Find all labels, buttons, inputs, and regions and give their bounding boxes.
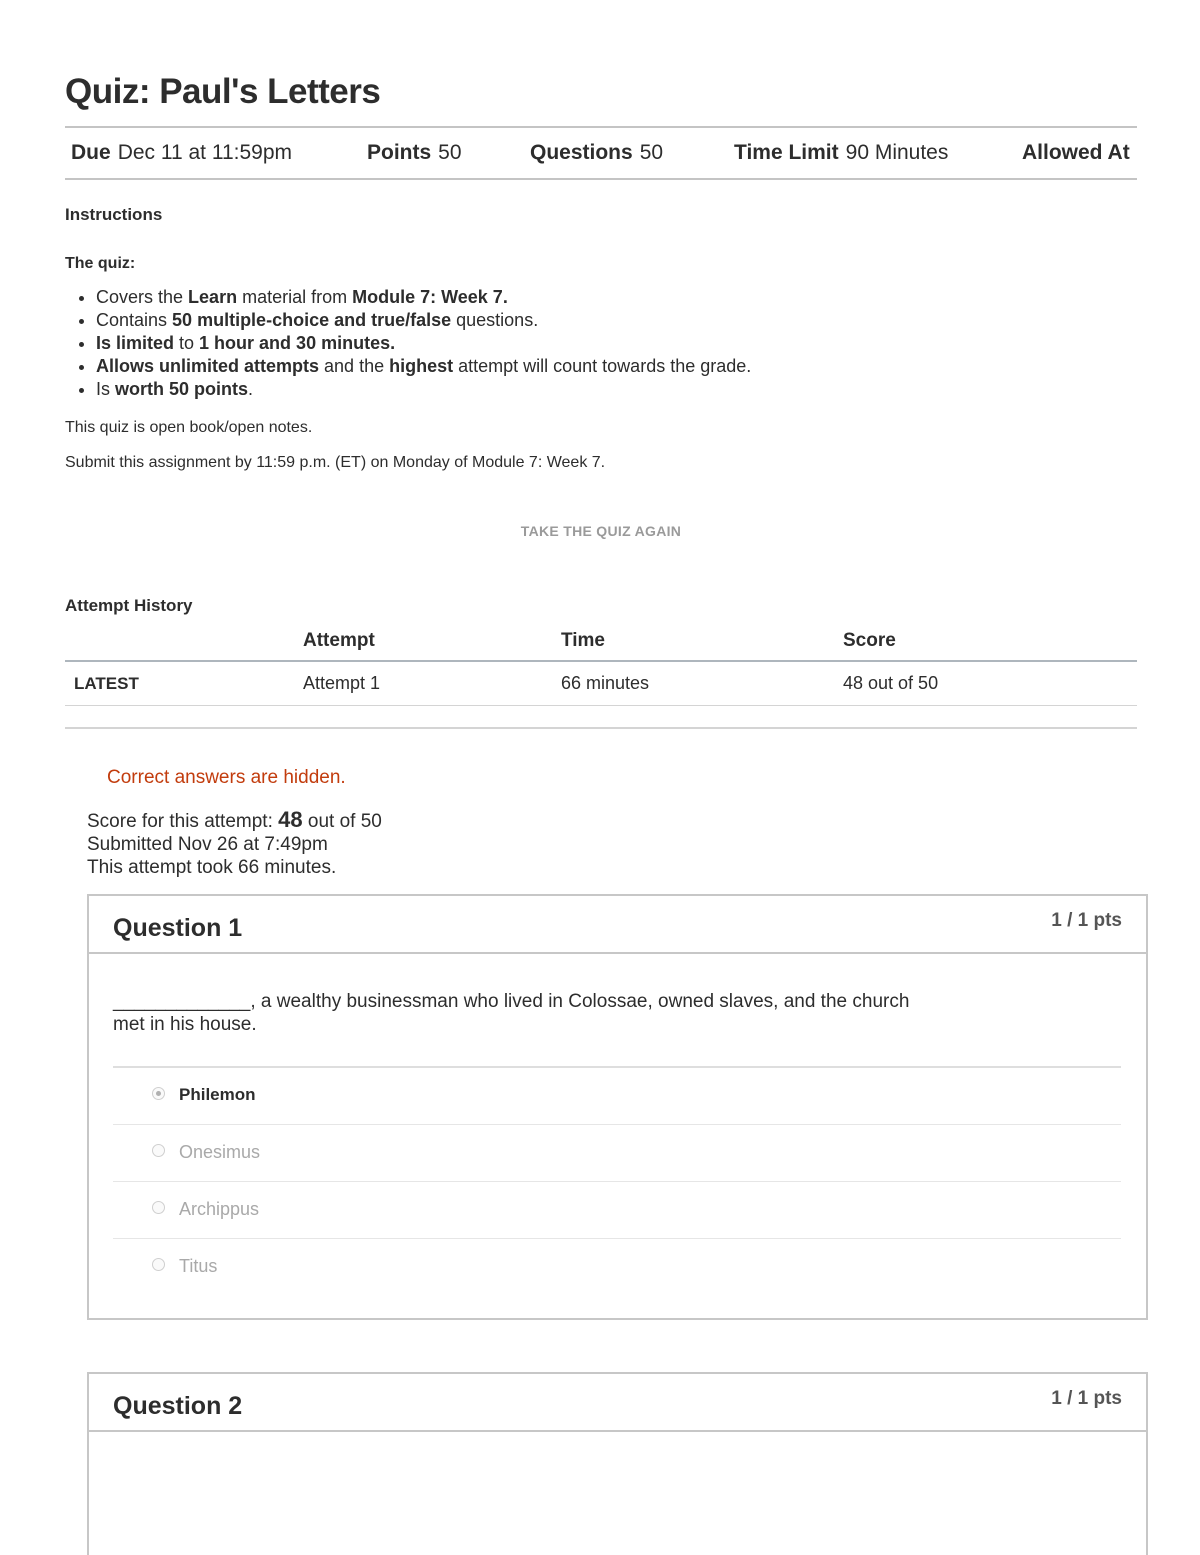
attempt-score-line: Score for this attempt: 48 out of 50	[87, 807, 382, 832]
question-card-2	[87, 1372, 1148, 1555]
attempt-summary	[87, 808, 382, 879]
instructions-intro: The quiz:	[65, 255, 136, 272]
instruction-item: • Allows unlimited attempts and the highest attempt will count towards the grade.	[96, 355, 751, 378]
question-title: Question 2	[113, 1392, 243, 1420]
page-title: Quiz: Paul's Letters	[65, 72, 381, 111]
answer-option[interactable]	[113, 1182, 1121, 1239]
radio-icon[interactable]	[152, 1144, 165, 1157]
answer-option[interactable]	[113, 1068, 1121, 1125]
answer-label: Philemon	[179, 1085, 256, 1104]
answers-hidden-note: Correct answers are hidden.	[107, 767, 346, 788]
radio-icon[interactable]	[152, 1201, 165, 1214]
submit-deadline-note: Submit this assignment by 11:59 p.m. (ET) on Monday of Module 7: Week 7.	[65, 454, 606, 471]
column-header: Score	[843, 624, 1137, 661]
attempt-link[interactable]: Attempt 1	[303, 661, 561, 706]
answer-option[interactable]	[113, 1125, 1121, 1182]
radio-icon[interactable]	[152, 1258, 165, 1271]
meta-points: Points 50	[367, 141, 462, 164]
answer-label: Archippus	[179, 1199, 260, 1219]
instruction-item: • Is limited to 1 hour and 30 minutes.	[96, 332, 751, 355]
answer-list	[113, 1066, 1121, 1295]
instructions-list	[65, 286, 751, 401]
quiz-meta-bar	[65, 126, 1137, 180]
attempt-time: 66 minutes	[561, 661, 843, 706]
question-header	[89, 896, 1146, 954]
column-header: Time	[561, 624, 843, 661]
question-header	[89, 1374, 1146, 1432]
section-divider	[65, 727, 1137, 729]
submitted-time: Submitted Nov 26 at 7:49pm	[87, 834, 328, 855]
meta-time-limit: Time Limit 90 Minutes	[734, 141, 949, 164]
latest-tag: LATEST	[65, 661, 303, 706]
instruction-item: • Contains 50 multiple-choice and true/false questions.	[96, 309, 751, 332]
question-text: _____________, a wealthy businessman who lived in Colossae, owned slaves, and the church met in his house.	[113, 991, 910, 1035]
answer-label: Onesimus	[179, 1142, 261, 1162]
take-quiz-again-button[interactable]: TAKE THE QUIZ AGAIN	[520, 523, 682, 539]
attempt-duration: This attempt took 66 minutes.	[87, 857, 337, 878]
meta-due: Due Dec 11 at 11:59pm	[71, 141, 293, 164]
answer-label: Titus	[179, 1256, 218, 1276]
question-points: 1 / 1 pts	[1051, 910, 1122, 931]
question-title: Question 1	[113, 914, 243, 942]
meta-questions: Questions 50	[530, 141, 664, 164]
column-header: Attempt	[303, 624, 561, 661]
question-points: 1 / 1 pts	[1051, 1388, 1122, 1409]
question-card-1	[87, 894, 1148, 1320]
answer-option[interactable]	[113, 1239, 1121, 1295]
meta-allowed-attempts: Allowed At	[1022, 141, 1130, 164]
open-book-note: This quiz is open book/open notes.	[65, 419, 313, 436]
radio-selected-icon[interactable]	[152, 1087, 165, 1100]
table-row	[65, 661, 1137, 706]
instructions-heading: Instructions	[65, 205, 163, 224]
column-header	[65, 624, 303, 661]
attempt-history-table	[65, 624, 1137, 706]
attempt-score: 48 out of 50	[843, 661, 1137, 706]
instruction-item: • Is worth 50 points.	[96, 378, 751, 401]
table-header-row	[65, 624, 1137, 661]
attempt-history-heading: Attempt History	[65, 596, 193, 615]
instruction-item: • Covers the Learn material from Module 7: Week 7.	[96, 286, 751, 309]
